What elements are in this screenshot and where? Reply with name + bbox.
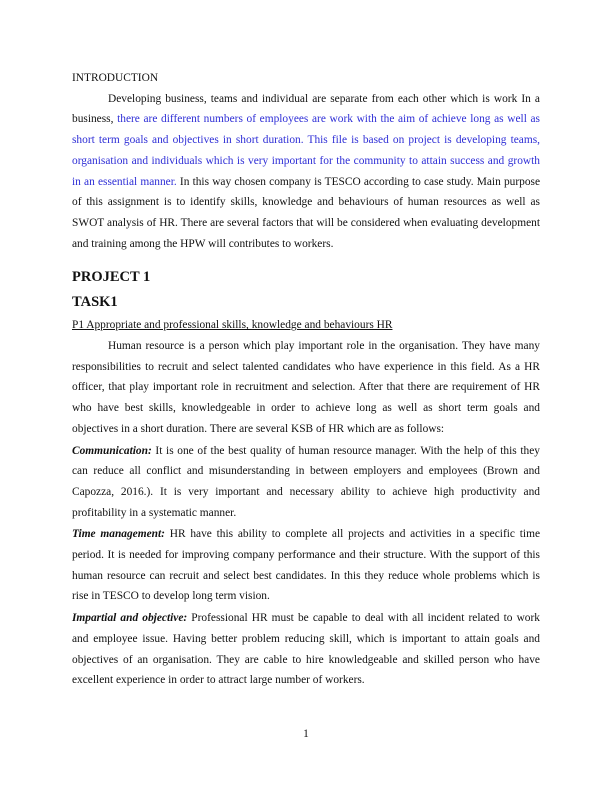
skill-text: HR have this ability to complete all projects and activities in a specific time period. It is needed for improving company performance and their structure. With the support of this human resource can recruit and select best candidates. In this they reduce whole problems which is rise in TESCO to develop long term vision. <box>72 528 540 603</box>
skill-label: Communication: <box>72 444 152 457</box>
skill-label: Time management: <box>72 528 165 541</box>
introduction-heading: INTRODUCTION <box>72 72 159 84</box>
intro-text-end: In this way chosen company is TESCO according to case study. Main purpose of this assignment is to identify skills, knowledge and behaviours of human resources as well as SWOT analysis of HR. There are several factors that will be considered when evaluating development and training among the HPW will contributes to workers. <box>72 175 541 250</box>
skill-time-management <box>72 524 540 607</box>
project-heading: PROJECT 1 <box>72 269 151 286</box>
skill-text: Professional HR must be capable to deal with all incident related to work and employee issue. Having better problem reducing skill, which is important to attain goals and objectives of an organisation. They are cable to hire knowledgeable and skilled person who have excellent experience in order to attract large number of workers. <box>72 612 540 687</box>
p1-intro-paragraph: Human resource is a person which play important role in the organisation. They have many responsibilities to recruit and select talented candidates who have experience in this field. As a HR officer, that play important role in recruitment and selection. After that there are requirement of HR who have best skills, knowledgeable in order to achieve long as well as short term goals and objectives in a short duration. There are several KSB of HR which are as follows: <box>72 340 540 435</box>
task-heading: TASK1 <box>72 294 118 311</box>
p1-subheading: P1 Appropriate and professional skills, knowledge and behaviours HR <box>72 319 393 332</box>
introduction-paragraph <box>72 89 540 255</box>
intro-text-start: Developing business, teams and individual are separate from each other which is work In a business, <box>72 92 540 126</box>
intro-text-highlight: there are different numbers of employees are work with the aim of achieve long as well as short term goals and objectives in short duration. This file is based on project is developing teams, organisation and individuals which is very important for the community to attain success and growth in an essential manner. <box>72 113 540 188</box>
skill-label: Impartial and objective: <box>72 612 188 625</box>
skill-text: It is one of the best quality of human resource manager. With the help of this they can reduce all conflict and misunderstanding in between employers and employees (Brown and Capozza, 2016.). It is very important and necessary ability to achieve high productivity and profitability in a systematic manner. <box>72 444 540 519</box>
page-number: 1 <box>303 728 309 740</box>
skill-impartial-objective <box>72 608 540 691</box>
skill-communication <box>72 441 540 524</box>
document-page <box>72 68 540 691</box>
